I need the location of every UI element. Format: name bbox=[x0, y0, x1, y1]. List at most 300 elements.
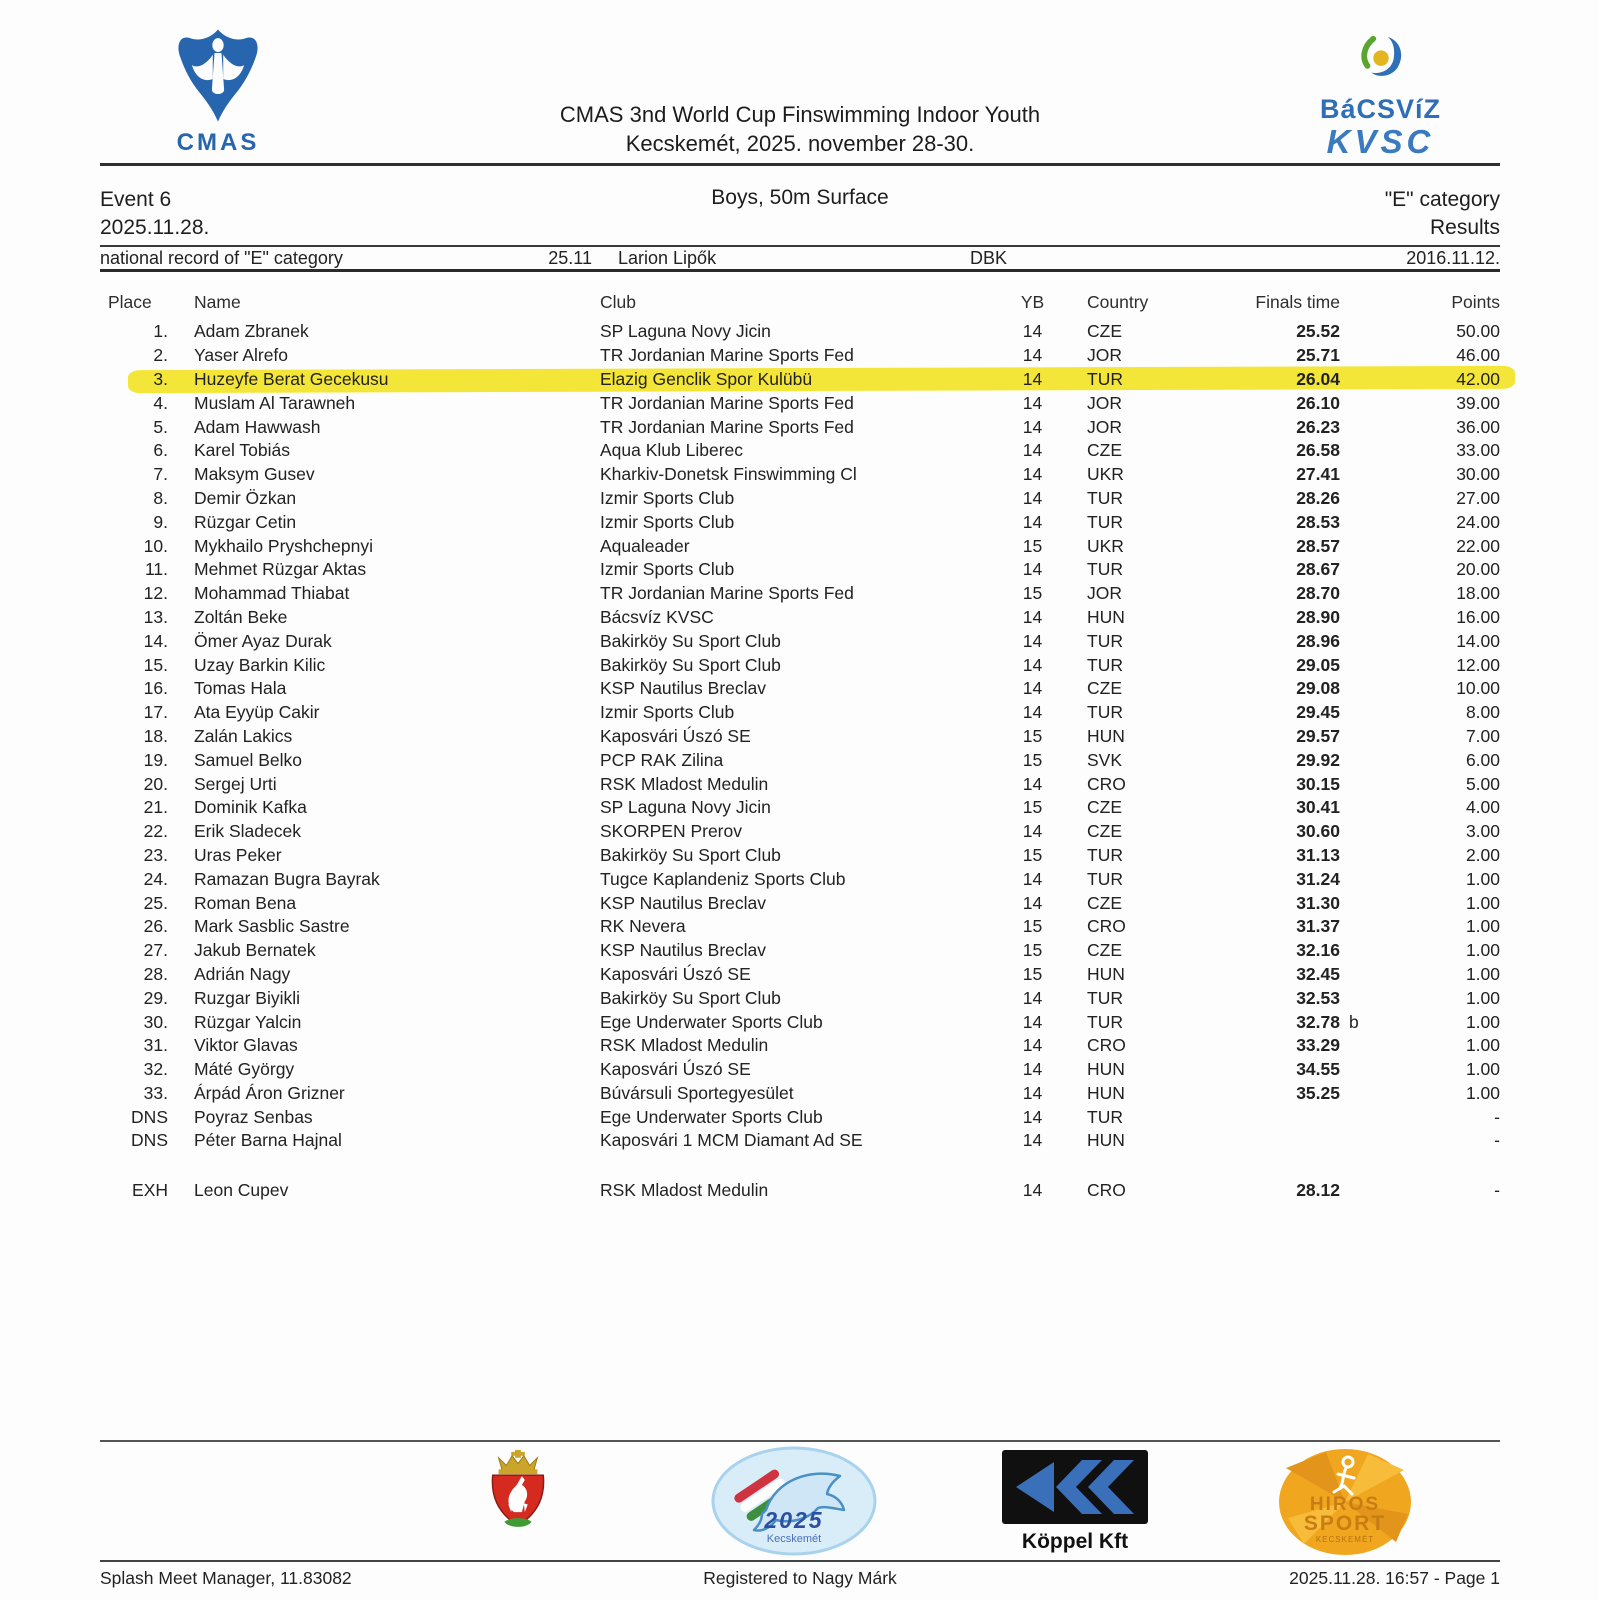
cell-country: CRO bbox=[1087, 1035, 1126, 1056]
header-divider bbox=[100, 163, 1500, 166]
cell-club: Kaposvári Úszó SE bbox=[600, 963, 751, 984]
cell-club: Kharkiv-Donetsk Finswimming Cl bbox=[600, 464, 857, 485]
cell-country: JOR bbox=[1087, 345, 1122, 366]
cell-finals-time: 32.53 bbox=[1296, 987, 1340, 1008]
document-title-line1: CMAS 3nd World Cup Finswimming Indoor Youth bbox=[559, 102, 1041, 127]
cell-place: 24. bbox=[143, 868, 168, 889]
cell-finals-time: 28.26 bbox=[1296, 487, 1340, 508]
cell-finals-time: 28.53 bbox=[1296, 511, 1340, 532]
cell-yb: 14 bbox=[1022, 702, 1043, 723]
cell-country: CRO bbox=[1087, 916, 1126, 937]
cell-place: 5. bbox=[153, 416, 168, 437]
cell-place: 17. bbox=[143, 702, 168, 723]
cell-place: 2. bbox=[153, 345, 168, 366]
cell-name: Mehmet Rüzgar Aktas bbox=[194, 559, 367, 580]
table-row bbox=[100, 748, 1500, 772]
cell-country: CZE bbox=[1087, 892, 1122, 913]
table-row bbox=[100, 510, 1500, 534]
cell-country: TUR bbox=[1087, 630, 1123, 651]
table-row bbox=[100, 939, 1500, 963]
cell-club: Izmir Sports Club bbox=[600, 511, 735, 532]
cell-finals-time: 35.25 bbox=[1296, 1082, 1340, 1103]
cell-finals-time: 31.37 bbox=[1296, 916, 1340, 937]
cell-finals-time: 30.15 bbox=[1296, 773, 1340, 794]
table-row bbox=[100, 701, 1500, 725]
cell-yb: 15 bbox=[1022, 583, 1043, 604]
cell-club: Kaposvári Úszó SE bbox=[600, 725, 751, 746]
cell-place: 27. bbox=[143, 940, 168, 961]
cell-place: DNS bbox=[131, 1106, 168, 1127]
cell-country: TUR bbox=[1087, 559, 1123, 580]
table-row bbox=[100, 1105, 1500, 1129]
cell-name: Huzeyfe Berat Gecekusu bbox=[194, 368, 389, 389]
footer-datetime-page: 2025.11.28. 16:57 - Page 1 bbox=[1289, 1568, 1500, 1588]
bacsviz-wordmark: BáCSVíZ bbox=[1319, 94, 1442, 124]
cell-yb: 15 bbox=[1022, 916, 1043, 937]
table-row bbox=[100, 558, 1500, 582]
cell-club: RSK Mladost Medulin bbox=[600, 773, 769, 794]
cell-name: Viktor Glavas bbox=[194, 1035, 298, 1056]
cell-yb: 15 bbox=[1022, 725, 1043, 746]
cell-club: Bakirköy Su Sport Club bbox=[600, 630, 781, 651]
cell-country: JOR bbox=[1087, 583, 1122, 604]
cell-yb: 14 bbox=[1022, 1011, 1043, 1032]
cell-yb: 14 bbox=[1022, 321, 1043, 342]
cell-club: KSP Nautilus Breclav bbox=[600, 940, 767, 961]
header-yb: YB bbox=[1020, 292, 1045, 313]
cell-place: 15. bbox=[143, 654, 168, 675]
table-row bbox=[100, 653, 1500, 677]
cell-name: Muslam Al Tarawneh bbox=[194, 392, 356, 413]
table-row bbox=[100, 606, 1500, 630]
table-row bbox=[100, 1082, 1500, 1106]
record-club: DBK bbox=[970, 248, 1008, 268]
cell-points: 5.00 bbox=[1465, 773, 1500, 794]
cell-club: RSK Mladost Medulin bbox=[600, 1035, 769, 1056]
cell-yb: 15 bbox=[1022, 535, 1043, 556]
cell-place: 16. bbox=[143, 678, 168, 699]
cell-name: Roman Bena bbox=[194, 892, 297, 913]
cell-finals-time: 29.45 bbox=[1296, 702, 1340, 723]
cell-points: 6.00 bbox=[1465, 749, 1500, 770]
cell-place: 32. bbox=[143, 1059, 168, 1080]
cell-yb: 14 bbox=[1022, 678, 1043, 699]
cell-points: 46.00 bbox=[1456, 345, 1500, 366]
cell-place: 20. bbox=[143, 773, 168, 794]
cell-club: SP Laguna Novy Jicin bbox=[600, 321, 771, 342]
logos-divider bbox=[100, 1440, 1500, 1442]
record-time: 25.11 bbox=[548, 248, 592, 268]
cell-country: TUR bbox=[1087, 511, 1123, 532]
cell-name: Mohammad Thiabat bbox=[194, 583, 350, 604]
cell-country: UKR bbox=[1087, 464, 1124, 485]
cell-points: 18.00 bbox=[1456, 583, 1500, 604]
cell-yb: 15 bbox=[1022, 963, 1043, 984]
cell-club: Aqualeader bbox=[600, 535, 690, 556]
cell-points: 30.00 bbox=[1456, 464, 1500, 485]
document-title-line2: Kecskemét, 2025. november 28-30. bbox=[625, 131, 975, 156]
table-row bbox=[100, 844, 1500, 868]
cmas-logo-label: CMAS bbox=[176, 129, 260, 156]
cell-place: 23. bbox=[143, 844, 168, 865]
cell-club: SKORPEN Prerov bbox=[600, 821, 742, 842]
cell-name: Uzay Barkin Kilic bbox=[194, 654, 326, 675]
cell-name: Ömer Ayaz Durak bbox=[194, 630, 332, 651]
table-row bbox=[100, 415, 1500, 439]
cell-yb: 14 bbox=[1022, 487, 1043, 508]
cell-yb: 14 bbox=[1022, 440, 1043, 461]
cell-finals-time: 32.16 bbox=[1296, 940, 1340, 961]
cell-finals-time: 31.13 bbox=[1296, 844, 1340, 865]
cell-points: - bbox=[1494, 1180, 1500, 1201]
cell-place: 22. bbox=[143, 821, 168, 842]
kvsc-wordmark: KVSC bbox=[1326, 123, 1435, 160]
table-row bbox=[100, 629, 1500, 653]
table-row bbox=[100, 534, 1500, 558]
cell-place: 4. bbox=[153, 392, 168, 413]
cell-points: 14.00 bbox=[1456, 630, 1500, 651]
table-row bbox=[100, 1179, 1500, 1203]
cell-country: CZE bbox=[1087, 797, 1122, 818]
cell-country: TUR bbox=[1087, 368, 1123, 389]
cell-club: TR Jordanian Marine Sports Fed bbox=[600, 392, 854, 413]
cell-country: JOR bbox=[1087, 416, 1122, 437]
kecskemet-coat-of-arms-icon bbox=[478, 1448, 558, 1555]
cell-yb: 14 bbox=[1022, 868, 1043, 889]
cell-place: 28. bbox=[143, 963, 168, 984]
cell-yb: 14 bbox=[1022, 892, 1043, 913]
cell-yb: 14 bbox=[1022, 368, 1043, 389]
cell-place: 30. bbox=[143, 1011, 168, 1032]
cell-place: 21. bbox=[143, 797, 168, 818]
table-row bbox=[100, 796, 1500, 820]
cell-place: 13. bbox=[143, 606, 168, 627]
cell-points: 39.00 bbox=[1456, 392, 1500, 413]
cell-place: 33. bbox=[143, 1082, 168, 1103]
table-row bbox=[100, 1058, 1500, 1082]
cell-country: HUN bbox=[1087, 725, 1125, 746]
hiros-logo-line2: SPORT bbox=[1303, 1512, 1387, 1535]
table-row bbox=[100, 368, 1500, 392]
cell-name: Dominik Kafka bbox=[194, 797, 307, 818]
cell-points: 2.00 bbox=[1465, 844, 1500, 865]
cell-yb: 14 bbox=[1022, 1106, 1043, 1127]
cell-country: TUR bbox=[1087, 868, 1123, 889]
hiros-sport-logo bbox=[1276, 1448, 1414, 1561]
cell-place: 1. bbox=[153, 321, 168, 342]
cell-club: KSP Nautilus Breclav bbox=[600, 678, 767, 699]
table-row bbox=[100, 1034, 1500, 1058]
cell-finals-time: 34.55 bbox=[1296, 1059, 1340, 1080]
cell-yb: 14 bbox=[1022, 630, 1043, 651]
cell-club: Kaposvári 1 MCM Diamant Ad SE bbox=[600, 1130, 863, 1151]
cell-country: TUR bbox=[1087, 987, 1123, 1008]
cell-finals-time: 25.71 bbox=[1296, 345, 1340, 366]
cell-place: 25. bbox=[143, 892, 168, 913]
cell-club: Kaposvári Úszó SE bbox=[600, 1059, 751, 1080]
cell-country: CZE bbox=[1087, 321, 1122, 342]
cell-place: EXH bbox=[132, 1180, 168, 1201]
cell-club: Aqua Klub Liberec bbox=[600, 440, 744, 461]
cell-yb: 15 bbox=[1022, 797, 1043, 818]
cell-name: Tomas Hala bbox=[194, 678, 287, 699]
cell-country: CZE bbox=[1087, 821, 1122, 842]
cell-points: 24.00 bbox=[1456, 511, 1500, 532]
cell-finals-time: 26.10 bbox=[1296, 392, 1340, 413]
cell-name: Zalán Lakics bbox=[194, 725, 293, 746]
cell-place: 8. bbox=[153, 487, 168, 508]
cell-yb: 14 bbox=[1022, 821, 1043, 842]
cell-country: CRO bbox=[1087, 773, 1126, 794]
cell-finals-time: 26.23 bbox=[1296, 416, 1340, 437]
cell-finals-time: 25.52 bbox=[1296, 321, 1340, 342]
table-row bbox=[100, 487, 1500, 511]
footer-app-version: Splash Meet Manager, 11.83082 bbox=[100, 1568, 352, 1588]
cell-country: SVK bbox=[1087, 749, 1123, 770]
cell-yb: 15 bbox=[1022, 749, 1043, 770]
cell-name: Samuel Belko bbox=[194, 749, 302, 770]
cell-finals-time: 29.05 bbox=[1296, 654, 1340, 675]
cell-place: 31. bbox=[143, 1035, 168, 1056]
cell-place: 29. bbox=[143, 987, 168, 1008]
cell-time-suffix: b bbox=[1349, 1011, 1359, 1032]
cell-name: Yaser Alrefo bbox=[194, 345, 289, 366]
cell-place: 9. bbox=[153, 511, 168, 532]
cell-yb: 14 bbox=[1022, 511, 1043, 532]
cell-name: Demir Özkan bbox=[194, 487, 297, 508]
results-label: Results bbox=[1429, 216, 1500, 239]
document-title bbox=[300, 100, 1300, 158]
cell-club: RSK Mladost Medulin bbox=[600, 1180, 769, 1201]
header-place: Place bbox=[108, 292, 152, 313]
cell-name: Poyraz Senbas bbox=[194, 1106, 313, 1127]
table-row bbox=[100, 867, 1500, 891]
cell-name: Adam Hawwash bbox=[194, 416, 321, 437]
table-row bbox=[100, 582, 1500, 606]
cell-finals-time: 28.12 bbox=[1296, 1180, 1340, 1201]
header-finals-time: Finals time bbox=[1255, 292, 1340, 313]
results-rows bbox=[100, 320, 1500, 1203]
cell-finals-time: 26.04 bbox=[1296, 368, 1340, 389]
cell-country: JOR bbox=[1087, 392, 1122, 413]
cell-club: Ege Underwater Sports Club bbox=[600, 1011, 823, 1032]
cell-points: - bbox=[1494, 1106, 1500, 1127]
cell-points: 33.00 bbox=[1456, 440, 1500, 461]
footer-divider bbox=[100, 1560, 1500, 1562]
cell-points: - bbox=[1494, 1130, 1500, 1151]
table-row bbox=[100, 891, 1500, 915]
cell-name: Mark Sasblic Sastre bbox=[194, 916, 350, 937]
cell-country: CRO bbox=[1087, 1180, 1126, 1201]
dolphin-logo-city: Kecskemét bbox=[766, 1533, 822, 1545]
cell-yb: 14 bbox=[1022, 987, 1043, 1008]
cell-club: Bakirköy Su Sport Club bbox=[600, 987, 781, 1008]
cell-club: RK Nevera bbox=[600, 916, 686, 937]
cell-finals-time: 28.70 bbox=[1296, 583, 1340, 604]
cell-country: HUN bbox=[1087, 963, 1125, 984]
cell-place: 11. bbox=[144, 559, 168, 580]
cell-yb: 14 bbox=[1022, 345, 1043, 366]
cell-country: TUR bbox=[1087, 844, 1123, 865]
cell-points: 1.00 bbox=[1465, 1011, 1500, 1032]
koppel-kft-logo bbox=[1002, 1450, 1148, 1554]
hiros-logo-line1: HIROS bbox=[1309, 1494, 1381, 1515]
cell-points: 12.00 bbox=[1456, 654, 1500, 675]
cell-name: Sergej Urti bbox=[194, 773, 277, 794]
cell-club: SP Laguna Novy Jicin bbox=[600, 797, 771, 818]
cell-name: Zoltán Beke bbox=[194, 606, 288, 627]
koppel-logo-label: Köppel Kft bbox=[1021, 1530, 1129, 1553]
results-table-header bbox=[100, 291, 1500, 315]
cell-finals-time: 28.57 bbox=[1296, 535, 1340, 556]
table-row bbox=[100, 963, 1500, 987]
record-date: 2016.11.12. bbox=[1406, 248, 1500, 268]
record-divider-bottom bbox=[100, 269, 1500, 272]
cell-yb: 14 bbox=[1022, 1059, 1043, 1080]
cell-finals-time: 29.57 bbox=[1296, 725, 1340, 746]
cell-club: TR Jordanian Marine Sports Fed bbox=[600, 345, 854, 366]
table-row bbox=[100, 772, 1500, 796]
dolphin-logo-year: 2025 bbox=[764, 1507, 824, 1533]
cell-name: Péter Barna Hajnal bbox=[194, 1130, 342, 1151]
cell-points: 36.00 bbox=[1456, 416, 1500, 437]
cell-country: UKR bbox=[1087, 535, 1124, 556]
cell-club: Bakirköy Su Sport Club bbox=[600, 654, 781, 675]
cell-finals-time: 32.78 bbox=[1296, 1011, 1340, 1032]
cell-place: DNS bbox=[131, 1130, 168, 1151]
cell-name: Jakub Bernatek bbox=[194, 940, 316, 961]
cell-points: 10.00 bbox=[1456, 678, 1500, 699]
table-row bbox=[100, 915, 1500, 939]
cell-place: 10. bbox=[143, 535, 168, 556]
event-category: "E" category bbox=[1384, 188, 1500, 211]
cell-yb: 14 bbox=[1022, 1035, 1043, 1056]
cell-yb: 14 bbox=[1022, 1082, 1043, 1103]
cell-points: 1.00 bbox=[1465, 916, 1500, 937]
cell-finals-time: 33.29 bbox=[1296, 1035, 1340, 1056]
hiros-logo-line3: KECSKEMÉT bbox=[1315, 1535, 1375, 1544]
cell-name: Árpád Áron Grizner bbox=[194, 1082, 345, 1103]
cell-points: 27.00 bbox=[1456, 487, 1500, 508]
cell-country: HUN bbox=[1087, 1082, 1125, 1103]
cell-points: 1.00 bbox=[1465, 1082, 1500, 1103]
cell-name: Erik Sladecek bbox=[194, 821, 301, 842]
cell-place: 18. bbox=[143, 725, 168, 746]
cell-name: Maksym Gusev bbox=[194, 464, 315, 485]
cell-place: 19. bbox=[143, 749, 168, 770]
cell-place: 14. bbox=[143, 630, 168, 651]
cell-place: 3. bbox=[153, 368, 168, 389]
cell-name: Rüzgar Yalcin bbox=[194, 1011, 302, 1032]
cell-points: 1.00 bbox=[1465, 892, 1500, 913]
cell-club: Búvársuli Sportegyesület bbox=[600, 1082, 794, 1103]
cell-country: TUR bbox=[1087, 1106, 1123, 1127]
cell-yb: 15 bbox=[1022, 844, 1043, 865]
footer-registered-to: Registered to Nagy Márk bbox=[703, 1568, 897, 1588]
cell-finals-time: 28.67 bbox=[1296, 559, 1340, 580]
cell-name: Ruzgar Biyikli bbox=[194, 987, 300, 1008]
cell-finals-time: 29.92 bbox=[1296, 749, 1340, 770]
table-row bbox=[100, 820, 1500, 844]
cell-finals-time: 28.90 bbox=[1296, 606, 1340, 627]
cell-points: 50.00 bbox=[1456, 321, 1500, 342]
header-club: Club bbox=[600, 292, 636, 313]
cell-club: TR Jordanian Marine Sports Fed bbox=[600, 416, 854, 437]
cell-club: KSP Nautilus Breclav bbox=[600, 892, 767, 913]
header-points: Points bbox=[1451, 292, 1500, 313]
cell-place: 6. bbox=[153, 440, 168, 461]
table-row bbox=[100, 725, 1500, 749]
cell-country: CZE bbox=[1087, 440, 1122, 461]
cell-country: TUR bbox=[1087, 487, 1123, 508]
bacsviz-droplet-icon bbox=[1350, 32, 1412, 90]
cell-points: 22.00 bbox=[1456, 535, 1500, 556]
cell-points: 4.00 bbox=[1465, 797, 1500, 818]
cell-name: Máté György bbox=[194, 1059, 295, 1080]
cell-name: Uras Peker bbox=[194, 844, 282, 865]
table-row bbox=[100, 1129, 1500, 1153]
cell-points: 20.00 bbox=[1456, 559, 1500, 580]
record-label: national record of "E" category bbox=[100, 248, 343, 268]
table-row bbox=[100, 986, 1500, 1010]
cell-club: Bácsvíz KVSC bbox=[600, 606, 714, 627]
cell-finals-time: 29.08 bbox=[1296, 678, 1340, 699]
table-row bbox=[100, 439, 1500, 463]
cell-finals-time: 28.96 bbox=[1296, 630, 1340, 651]
cell-place: 12. bbox=[143, 583, 168, 604]
koppel-chevrons-icon bbox=[1002, 1450, 1148, 1524]
cell-yb: 15 bbox=[1022, 940, 1043, 961]
cell-finals-time: 31.30 bbox=[1296, 892, 1340, 913]
header-name: Name bbox=[194, 292, 241, 313]
cell-club: Tugce Kaplandeniz Sports Club bbox=[600, 868, 846, 889]
cell-finals-time: 30.41 bbox=[1296, 797, 1340, 818]
cell-yb: 14 bbox=[1022, 559, 1043, 580]
cell-club: PCP RAK Zilina bbox=[600, 749, 724, 770]
cell-club: TR Jordanian Marine Sports Fed bbox=[600, 583, 854, 604]
cell-name: Adrián Nagy bbox=[194, 963, 291, 984]
table-row bbox=[100, 320, 1500, 344]
cell-finals-time: 31.24 bbox=[1296, 868, 1340, 889]
cell-name: Mykhailo Pryshchepnyi bbox=[194, 535, 373, 556]
table-row bbox=[100, 344, 1500, 368]
cell-points: 1.00 bbox=[1465, 963, 1500, 984]
cell-club: Elazig Genclik Spor Kulübü bbox=[600, 368, 813, 389]
cell-place: 7. bbox=[153, 464, 168, 485]
cell-yb: 14 bbox=[1022, 654, 1043, 675]
cell-club: Bakirköy Su Sport Club bbox=[600, 844, 781, 865]
cell-finals-time: 26.58 bbox=[1296, 440, 1340, 461]
national-record-row bbox=[100, 248, 1500, 268]
cell-finals-time: 32.45 bbox=[1296, 963, 1340, 984]
cell-points: 42.00 bbox=[1456, 368, 1500, 389]
cmas-emblem-icon bbox=[166, 26, 270, 126]
cell-yb: 14 bbox=[1022, 416, 1043, 437]
cell-finals-time: 27.41 bbox=[1296, 464, 1340, 485]
cell-points: 8.00 bbox=[1465, 702, 1500, 723]
cell-country: HUN bbox=[1087, 606, 1125, 627]
cell-club: Izmir Sports Club bbox=[600, 559, 735, 580]
cell-yb: 14 bbox=[1022, 1130, 1043, 1151]
cell-name: Ramazan Bugra Bayrak bbox=[194, 868, 380, 889]
bacsviz-kvsc-logo bbox=[1278, 32, 1483, 158]
cell-club: Izmir Sports Club bbox=[600, 487, 735, 508]
cell-yb: 14 bbox=[1022, 464, 1043, 485]
cell-points: 7.00 bbox=[1465, 725, 1500, 746]
cell-points: 1.00 bbox=[1465, 868, 1500, 889]
event-date: 2025.11.28. bbox=[100, 216, 210, 239]
cell-finals-time: 30.60 bbox=[1296, 821, 1340, 842]
